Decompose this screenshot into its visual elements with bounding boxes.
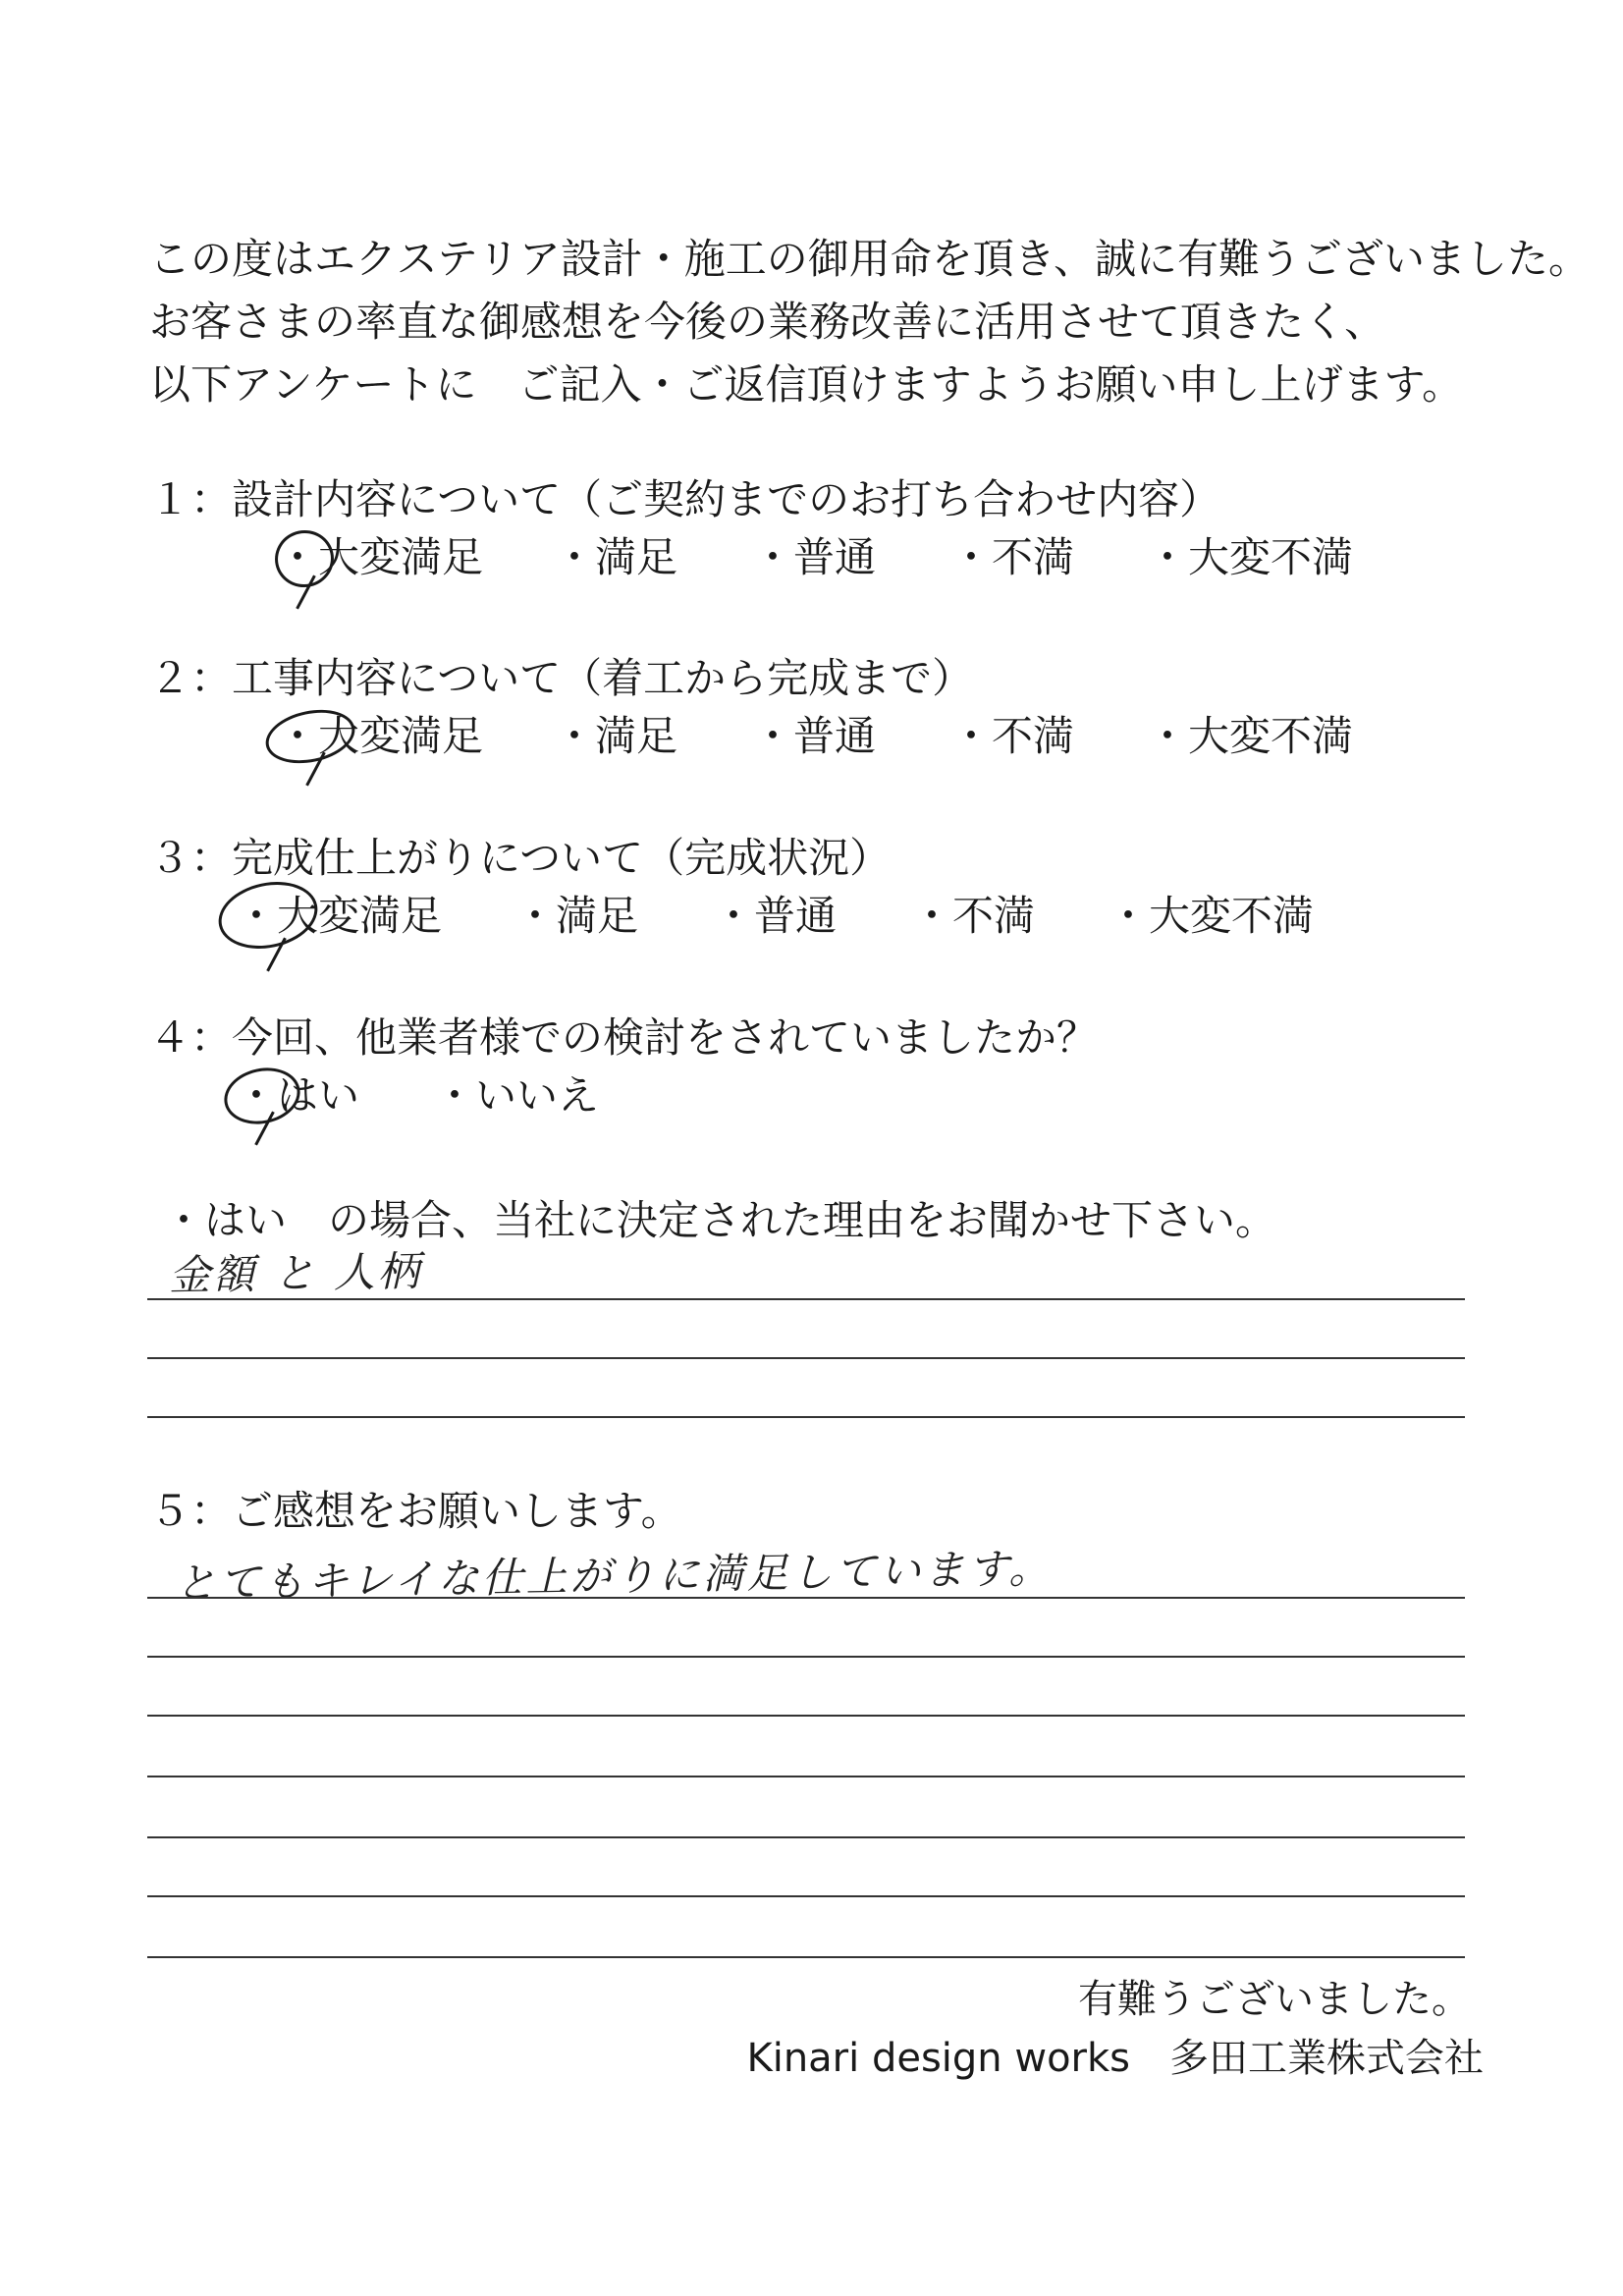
answer-line [147, 1416, 1465, 1418]
option-very-dissatisfied[interactable]: ・大変不満 [1147, 533, 1354, 581]
question-4-title: ４：今回、他業者様での検討をされていましたか？ [149, 1013, 1099, 1062]
option-dissatisfied[interactable]: ・不満 [950, 712, 1075, 760]
question-3-title: ３：完成仕上がりについて（完成状況） [149, 834, 892, 882]
question-2-options [149, 707, 1524, 766]
brand-name: Kinari design works [746, 2036, 1130, 2081]
option-very-satisfied[interactable]: ・大変満足 [277, 712, 484, 760]
question-4-followup-answer[interactable]: 金額 と 人柄 [168, 1246, 423, 1300]
intro-line-2: お客さまの率直な御感想を今後の業務改善に活用させて頂きたく、 [149, 298, 1386, 346]
question-5-answer[interactable]: とてもキレイな仕上がりに満足しています。 [174, 1544, 1054, 1608]
question-1 [149, 471, 1524, 587]
company-name: 多田工業株式会社 [1169, 2036, 1484, 2081]
footer-thanks: 有難うございました。 [1078, 1977, 1471, 2022]
answer-line [147, 1836, 1465, 1838]
option-dissatisfied[interactable]: ・不満 [950, 533, 1075, 581]
option-neutral[interactable]: ・普通 [713, 892, 838, 940]
footer-company [746, 2031, 1484, 2086]
intro-line-1: この度はエクステリア設計・施工の御用命を頂き、誠に有難うございました。 [149, 235, 1591, 283]
question-1-title: １：設計内容について（ご契約までのお打ち合わせ内容） [149, 475, 1221, 523]
question-3-options [149, 887, 1524, 946]
question-2-title: ２：工事内容について（着工から完成まで） [149, 654, 974, 702]
answer-line [147, 1895, 1465, 1897]
question-4 [149, 1010, 1524, 1125]
answer-line [147, 1956, 1465, 1958]
option-no[interactable]: ・いいえ [434, 1071, 600, 1120]
answer-line [147, 1298, 1465, 1300]
option-satisfied[interactable]: ・満足 [514, 892, 639, 940]
question-3 [149, 830, 1524, 946]
intro-line-3: 以下アンケートに ご記入・ご返信頂けますようお願い申し上げます。 [149, 360, 1464, 409]
question-5-title: ５：ご感想をお願いします。 [149, 1487, 682, 1535]
question-4-options [149, 1066, 1524, 1125]
option-very-satisfied[interactable]: ・大変満足 [236, 892, 443, 940]
option-neutral[interactable]: ・普通 [752, 533, 877, 581]
option-very-dissatisfied[interactable]: ・大変不満 [1108, 892, 1315, 940]
option-dissatisfied[interactable]: ・不満 [911, 892, 1036, 940]
option-satisfied[interactable]: ・満足 [554, 712, 678, 760]
option-yes[interactable]: ・はい [236, 1071, 360, 1120]
answer-line [147, 1776, 1465, 1777]
answer-line [147, 1597, 1465, 1599]
option-very-satisfied[interactable]: ・大変満足 [277, 533, 484, 581]
answer-line [147, 1715, 1465, 1717]
answer-line [147, 1656, 1465, 1658]
option-very-dissatisfied[interactable]: ・大変不満 [1147, 712, 1354, 760]
option-neutral[interactable]: ・普通 [752, 712, 877, 760]
answer-line [147, 1357, 1465, 1359]
question-4-followup-label: ・はい の場合、当社に決定された理由をお聞かせ下さい。 [163, 1196, 1277, 1244]
question-5 [149, 1483, 1524, 1540]
question-2 [149, 650, 1524, 766]
question-1-options [149, 528, 1524, 587]
intro-text [149, 228, 1590, 416]
option-satisfied[interactable]: ・満足 [554, 533, 678, 581]
